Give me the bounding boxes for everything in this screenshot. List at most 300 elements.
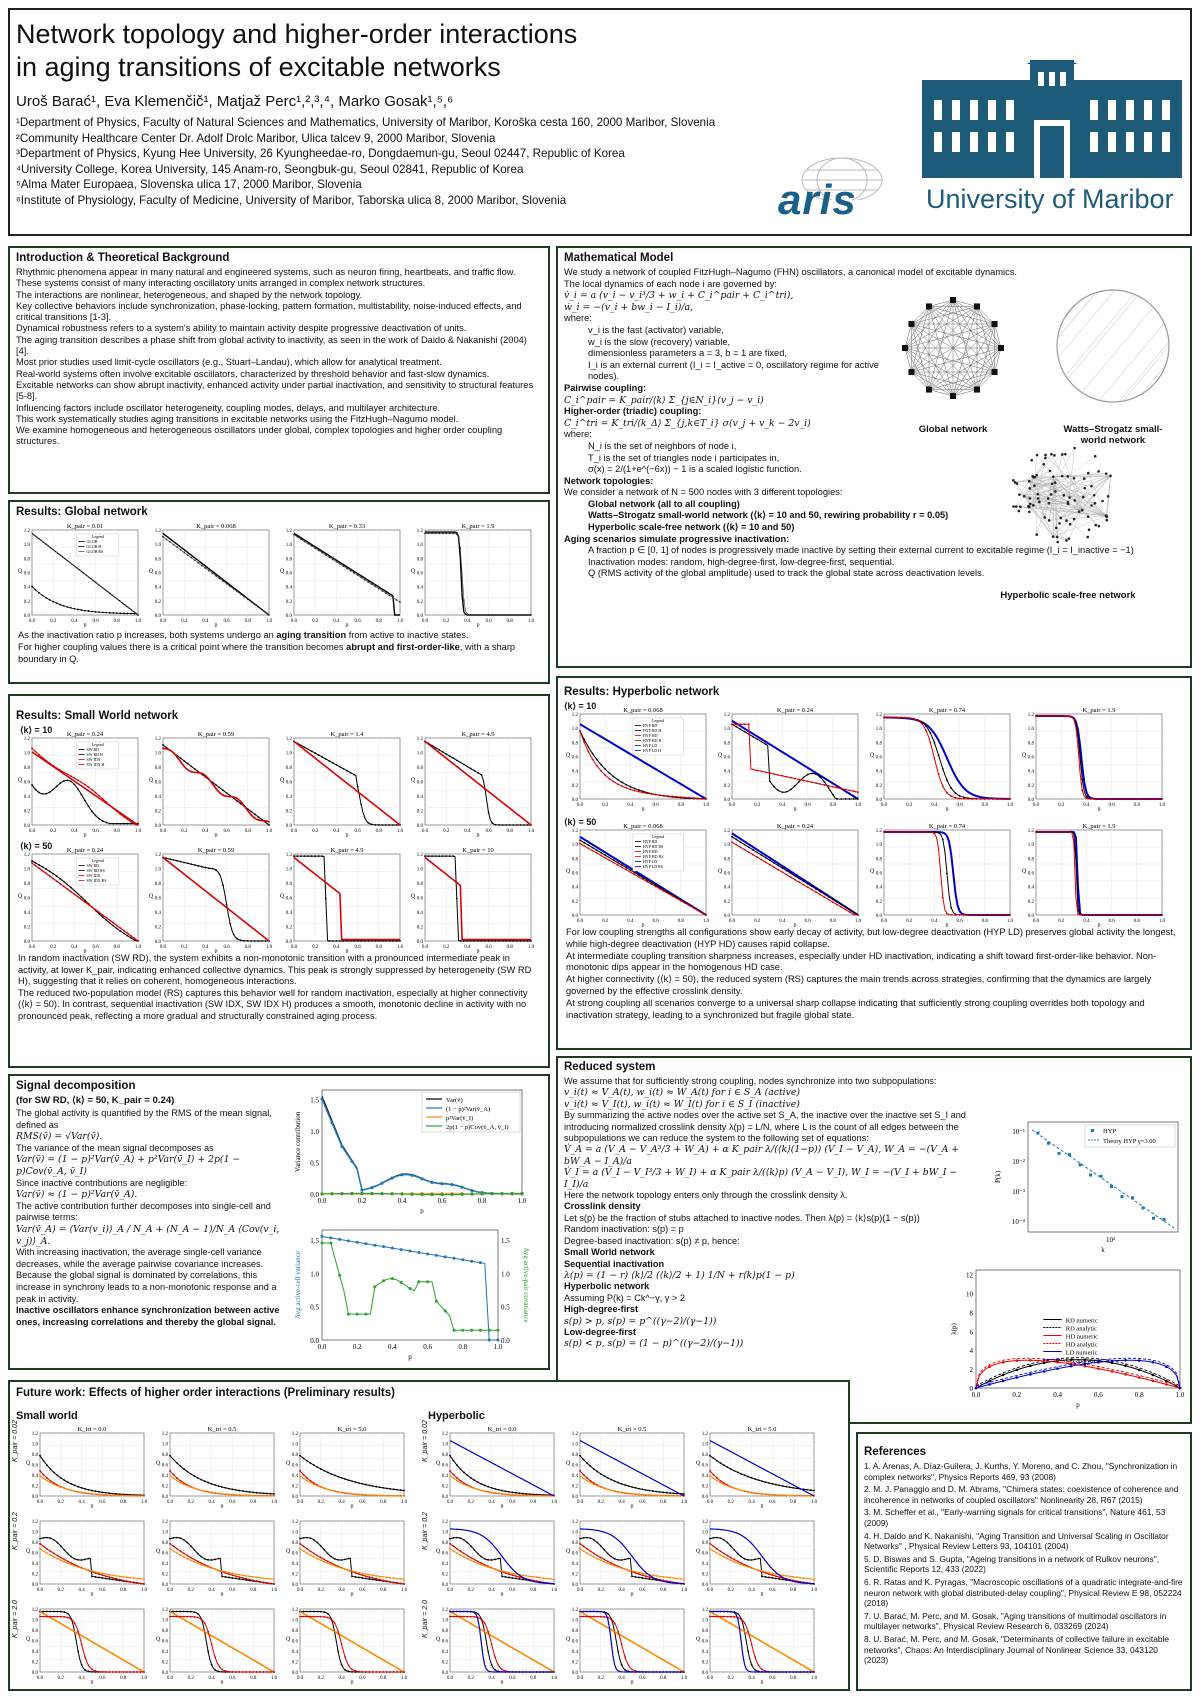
data-point (747, 1651, 749, 1653)
data-point (337, 1476, 339, 1478)
panel-title: K_pair = 4.9 (330, 847, 364, 854)
data-point (108, 1671, 110, 1673)
data-point (997, 798, 999, 800)
data-point (304, 541, 306, 543)
data-point (583, 1537, 585, 1539)
data-point (709, 1548, 711, 1550)
plot-frame (163, 738, 269, 825)
x-axis-label: p (1076, 1401, 1080, 1409)
data-point (452, 855, 454, 857)
tick-label: 0.2 (291, 1572, 298, 1578)
data-point (95, 1493, 97, 1495)
tick-label: 0.2 (187, 1588, 194, 1593)
data-point (1086, 914, 1088, 916)
x-axis-label: p (90, 1503, 94, 1508)
tick-label: 0.6 (701, 1551, 708, 1557)
data-point (42, 793, 44, 795)
data-point (320, 1486, 322, 1488)
tick-label: 0.4 (488, 1588, 495, 1593)
data-point (52, 873, 54, 875)
paragraph: Real-world systems often involve excitable oscillators, characterized by threshold behavior and fast-slow dynamics. (16, 368, 490, 379)
data-point (733, 1561, 735, 1563)
data-point (194, 864, 196, 866)
tick-label: 0.8 (291, 1629, 298, 1634)
tick-label: 0.0 (501, 1337, 510, 1345)
legend-entry: HYP RD H (642, 728, 662, 733)
tick-label: 0.6 (1108, 803, 1115, 808)
data-point (600, 1557, 602, 1559)
data-point (348, 1664, 350, 1666)
data-point (603, 1475, 605, 1477)
data-point (273, 1495, 275, 1497)
tick-label: 1.0 (154, 543, 161, 549)
data-point (186, 1558, 188, 1560)
tick-label: 0.4 (161, 1650, 168, 1655)
data-point (84, 784, 86, 786)
data-point (803, 1577, 805, 1579)
data-point (477, 1562, 479, 1564)
data-point (247, 598, 249, 600)
data-point (378, 824, 380, 826)
tick-label: 0.2 (571, 783, 578, 789)
data-point (579, 1475, 581, 1477)
equation: v_i(t) ≈ V_I(t), w_i(t) ≈ W_I(t) for i ∈ S_I (inactive) (564, 1098, 800, 1110)
data-point (811, 772, 813, 774)
data-point (88, 1558, 90, 1560)
paragraph: We consider a network of N = 500 nodes with 3 different topologies: (564, 487, 843, 498)
data-point (512, 1491, 514, 1493)
tick-label: 0.6 (92, 829, 99, 834)
data-point (323, 1559, 325, 1561)
data-point (250, 940, 252, 942)
tick-label: 0.6 (285, 780, 292, 786)
q-vs-p-plot (1020, 705, 1166, 811)
data-point (263, 1492, 265, 1494)
data-point (614, 1565, 616, 1567)
reference-item: 3. M. Scheffer et al., "Early-warning signals for critical transitions", Nature 461, 53 (2009) (864, 1507, 1166, 1528)
tick-label: 0.4 (202, 829, 209, 834)
data-point (98, 1671, 100, 1673)
data-point (53, 1556, 55, 1558)
q-vs-p-plot (16, 729, 142, 837)
network-node (1029, 497, 1032, 500)
tick-label: 0.0 (706, 1676, 714, 1681)
tick-label: 0.0 (571, 914, 578, 919)
data-point (908, 831, 910, 833)
data-point (845, 909, 847, 911)
data-point (328, 556, 330, 558)
data-point (102, 820, 104, 822)
data-point (176, 1616, 178, 1618)
data-point (428, 533, 430, 535)
data-point (420, 1193, 423, 1196)
data-point (807, 774, 809, 776)
data-point (1152, 1380, 1155, 1383)
paragraph: At strong coupling all scenarios converge to a universal sharp collapse indicating that sufficiently strong coupling overrides both topology and inactivation strategy, leading to a synchronized but fragile global state. (566, 997, 1145, 1020)
data-point (473, 1479, 475, 1481)
tick-label: 0.6 (875, 871, 882, 877)
tick-label: 1.5 (310, 1237, 319, 1245)
data-point (735, 844, 737, 846)
data-point (63, 1561, 65, 1563)
data-point (393, 1577, 395, 1579)
data-point (337, 1631, 339, 1633)
data-point (1165, 1365, 1168, 1368)
tick-label: 0.2 (187, 1676, 194, 1681)
data-point (242, 1671, 244, 1673)
data-point (273, 1493, 275, 1495)
legend-entry: 2p(1 − p)Cov(v̄_A, v̄_I) (446, 1124, 509, 1131)
tick-label: 0.8 (1134, 1391, 1144, 1399)
data-point (123, 933, 125, 935)
data-point (1100, 1175, 1103, 1178)
data-point (634, 872, 636, 874)
data-point (218, 1569, 220, 1571)
data-point (81, 896, 83, 898)
data-point (768, 1494, 770, 1496)
data-point (52, 601, 54, 603)
data-point (487, 1631, 489, 1633)
data-point (449, 1470, 451, 1472)
data-point (389, 824, 391, 826)
tick-label: 0.2 (571, 1660, 578, 1666)
data-point (756, 856, 758, 858)
data-point (218, 1485, 220, 1487)
tick-label: 0.0 (317, 1197, 327, 1205)
tick-label: 0.6 (652, 803, 659, 808)
data-point (266, 1671, 268, 1673)
data-point (270, 1578, 272, 1580)
data-point (1165, 1383, 1168, 1386)
data-point (273, 1578, 275, 1580)
data-point (143, 1671, 145, 1673)
data-point (365, 1484, 367, 1486)
data-point (367, 581, 369, 583)
data-point (992, 914, 994, 916)
data-point (382, 1279, 385, 1282)
data-point (480, 1564, 482, 1566)
data-point (77, 893, 79, 895)
y-axis-label: Q (155, 1636, 161, 1643)
data-point (751, 1567, 753, 1569)
data-point (491, 1664, 493, 1666)
data-point (208, 867, 210, 869)
data-point (624, 1656, 626, 1658)
tick-label: 1.2 (154, 529, 161, 534)
tick-label: 2 (969, 1366, 973, 1375)
data-point (353, 572, 355, 574)
data-point (604, 857, 606, 859)
data-point (53, 1539, 55, 1541)
tick-label: 1.2 (285, 853, 292, 858)
data-point (372, 1577, 374, 1579)
data-point (938, 773, 940, 775)
data-point (245, 1671, 247, 1673)
data-point (250, 601, 252, 603)
data-point (173, 1616, 175, 1618)
data-point (600, 855, 602, 857)
tick-label: 0.6 (154, 571, 161, 577)
data-point (1039, 831, 1041, 833)
data-point (631, 1570, 633, 1572)
data-point (119, 612, 121, 614)
data-point (756, 770, 758, 772)
data-point (162, 744, 164, 746)
data-point (748, 851, 750, 853)
data-point (828, 896, 830, 898)
data-point (505, 1493, 507, 1495)
tick-label: 1.0 (493, 1343, 503, 1351)
data-point (479, 1261, 482, 1264)
data-point (792, 1495, 794, 1497)
network-edge (911, 300, 953, 324)
data-point (215, 788, 217, 790)
data-point (42, 595, 44, 597)
data-point (74, 777, 76, 779)
data-point (786, 874, 788, 876)
network-node (1014, 481, 1017, 484)
data-point (645, 1575, 647, 1577)
data-point (204, 1558, 206, 1560)
data-point (102, 914, 104, 916)
data-point (592, 758, 594, 760)
data-point (238, 1578, 240, 1580)
data-point (590, 1537, 592, 1539)
data-point (761, 854, 763, 856)
tick-label: 0.6 (223, 829, 230, 834)
data-point (625, 784, 627, 786)
data-point (720, 1480, 722, 1482)
data-point (70, 607, 72, 609)
network-edge (1099, 323, 1164, 400)
data-point (98, 1491, 100, 1493)
tick-label: 0.8 (154, 882, 161, 887)
data-point (355, 1493, 357, 1495)
tick-label: 0.6 (416, 780, 423, 786)
tick-label: 1.0 (723, 843, 730, 849)
data-point (60, 1616, 62, 1618)
tick-label: 1.0 (501, 1270, 510, 1279)
data-point (466, 1485, 468, 1487)
legend-entry: LD numeric (1065, 1349, 1098, 1357)
data-point (752, 854, 754, 856)
data-point (466, 1616, 468, 1618)
data-point (303, 1477, 305, 1479)
data-point (590, 1616, 592, 1618)
tick-label: 0.6 (804, 803, 811, 808)
data-point (293, 855, 295, 857)
section-title: Results: Small World network (16, 710, 179, 722)
university-wordmark: University of Maribor (926, 184, 1174, 214)
data-point (169, 1548, 171, 1550)
paragraph: Degree-based inactivation: s(p) ≠ p, hence: (564, 1235, 740, 1246)
data-point (744, 1558, 746, 1560)
data-point (652, 1574, 654, 1576)
tick-label: 0.0 (28, 829, 36, 834)
data-point (431, 855, 433, 857)
data-point (200, 1564, 202, 1566)
y-axis-label: Q (869, 752, 875, 759)
tick-label: 1.0 (875, 843, 882, 849)
data-point (950, 795, 952, 797)
data-point (102, 1671, 104, 1673)
data-point (917, 831, 919, 833)
data-point (737, 1471, 739, 1473)
data-point (417, 1280, 420, 1283)
data-point (583, 1477, 585, 1479)
data-point (500, 1192, 503, 1195)
network-node (1050, 493, 1053, 496)
data-point (250, 811, 252, 813)
data-point (391, 1247, 394, 1250)
data-point (460, 1554, 462, 1556)
tick-label: 0.0 (880, 803, 888, 808)
data-point (303, 1457, 305, 1459)
data-point (613, 859, 615, 861)
tick-label: 0.6 (509, 1676, 516, 1681)
data-point (337, 1559, 339, 1561)
data-point (193, 1561, 195, 1563)
data-point (370, 1192, 373, 1195)
tick-label: 0.4 (388, 1343, 397, 1351)
q-vs-p-plot (716, 821, 862, 927)
data-point (70, 891, 72, 893)
tick-label: 0.4 (291, 1474, 298, 1479)
equation: ẇ_i = −(v_i + bw_i − I_i)/a, (564, 301, 694, 313)
data-point (330, 1562, 332, 1564)
data-point (470, 1486, 472, 1488)
data-point (66, 606, 68, 608)
tick-label: 1.2 (161, 1608, 168, 1613)
data-point (1111, 798, 1113, 800)
data-point (84, 1492, 86, 1494)
tick-label: 1.0 (154, 751, 161, 757)
tick-label: 0.2 (1027, 783, 1034, 789)
network-edge (929, 390, 953, 396)
data-point (607, 1562, 609, 1564)
data-point (127, 932, 129, 934)
tick-label: 0.6 (723, 755, 730, 761)
network-node (1086, 536, 1089, 539)
tick-label: 0.0 (1027, 798, 1034, 803)
data-point (747, 1476, 749, 1478)
data-point (222, 884, 224, 886)
data-point (963, 914, 965, 916)
data-point (1052, 715, 1054, 717)
data-point (853, 911, 855, 913)
data-point (362, 1671, 364, 1673)
data-point (744, 1490, 746, 1492)
data-point (365, 1671, 367, 1673)
variance-covariance-chart (292, 1224, 542, 1364)
data-point (252, 1495, 254, 1497)
data-point (1047, 1142, 1050, 1145)
panel-title: K_tri = 0.5 (207, 1426, 237, 1433)
tick-label: 0.0 (576, 803, 584, 808)
y-axis-label: Q (148, 893, 154, 900)
data-point (88, 1492, 90, 1494)
row-label: K_pair = 0.2 (12, 1512, 19, 1550)
data-point (621, 781, 623, 783)
data-point (46, 1548, 48, 1550)
global-plot-grid (16, 521, 542, 629)
data-point (921, 831, 923, 833)
y-axis-label: Q (17, 893, 23, 900)
data-point (1060, 831, 1062, 833)
data-point (382, 1579, 384, 1581)
data-point (254, 940, 256, 942)
data-point (105, 1578, 107, 1580)
data-point (713, 1474, 715, 1476)
tick-label: 0.0 (571, 798, 578, 803)
data-point (635, 1493, 637, 1495)
data-point (129, 1577, 131, 1579)
data-point (775, 1484, 777, 1486)
data-point (491, 1643, 493, 1645)
poster-header (8, 8, 1192, 236)
tick-label: 10⁻³ (1012, 1188, 1025, 1196)
tick-label: 0.8 (723, 857, 730, 863)
data-point (669, 1492, 671, 1494)
data-point (45, 868, 47, 870)
data-point (316, 1485, 318, 1487)
data-point (254, 604, 256, 606)
data-point (586, 1548, 588, 1550)
data-point (588, 844, 590, 846)
network-node (1053, 454, 1056, 457)
data-point (488, 812, 490, 814)
data-point (631, 1493, 633, 1495)
legend-entry: Legend (652, 834, 665, 839)
data-point (52, 878, 54, 880)
data-point (487, 1651, 489, 1653)
network-node (1058, 522, 1061, 525)
network-node (1055, 527, 1058, 530)
data-point (1111, 1370, 1114, 1373)
y-axis-label: Q (279, 777, 285, 784)
data-point (777, 774, 779, 776)
data-point (617, 1482, 619, 1484)
data-point (609, 857, 611, 859)
tick-label: 1.0 (527, 829, 535, 834)
data-point (330, 1489, 332, 1491)
data-point (351, 1668, 353, 1670)
tick-label: 0.4 (31, 1562, 38, 1567)
data-point (74, 1558, 76, 1560)
tick-label: 0.6 (485, 619, 492, 624)
network-node (1073, 447, 1076, 450)
data-point (550, 1578, 552, 1580)
data-point (726, 1466, 728, 1468)
data-point (782, 867, 784, 869)
data-point (655, 886, 657, 888)
data-point (400, 1173, 403, 1176)
data-point (904, 831, 906, 833)
data-point (46, 1537, 48, 1539)
paragraph: dimensionless parameters a = 3, b = 1 are fixed, (588, 348, 787, 359)
tick-label: 0.2 (23, 809, 30, 815)
tick-label: 0.0 (310, 1337, 319, 1345)
data-point (386, 1576, 388, 1578)
data-point (270, 1671, 272, 1673)
data-point (379, 1495, 381, 1497)
data-point (173, 544, 175, 546)
data-point (116, 928, 118, 930)
tick-label: 0.6 (229, 1588, 236, 1593)
data-point (754, 1558, 756, 1560)
data-point (102, 1494, 104, 1496)
data-point (470, 768, 472, 770)
